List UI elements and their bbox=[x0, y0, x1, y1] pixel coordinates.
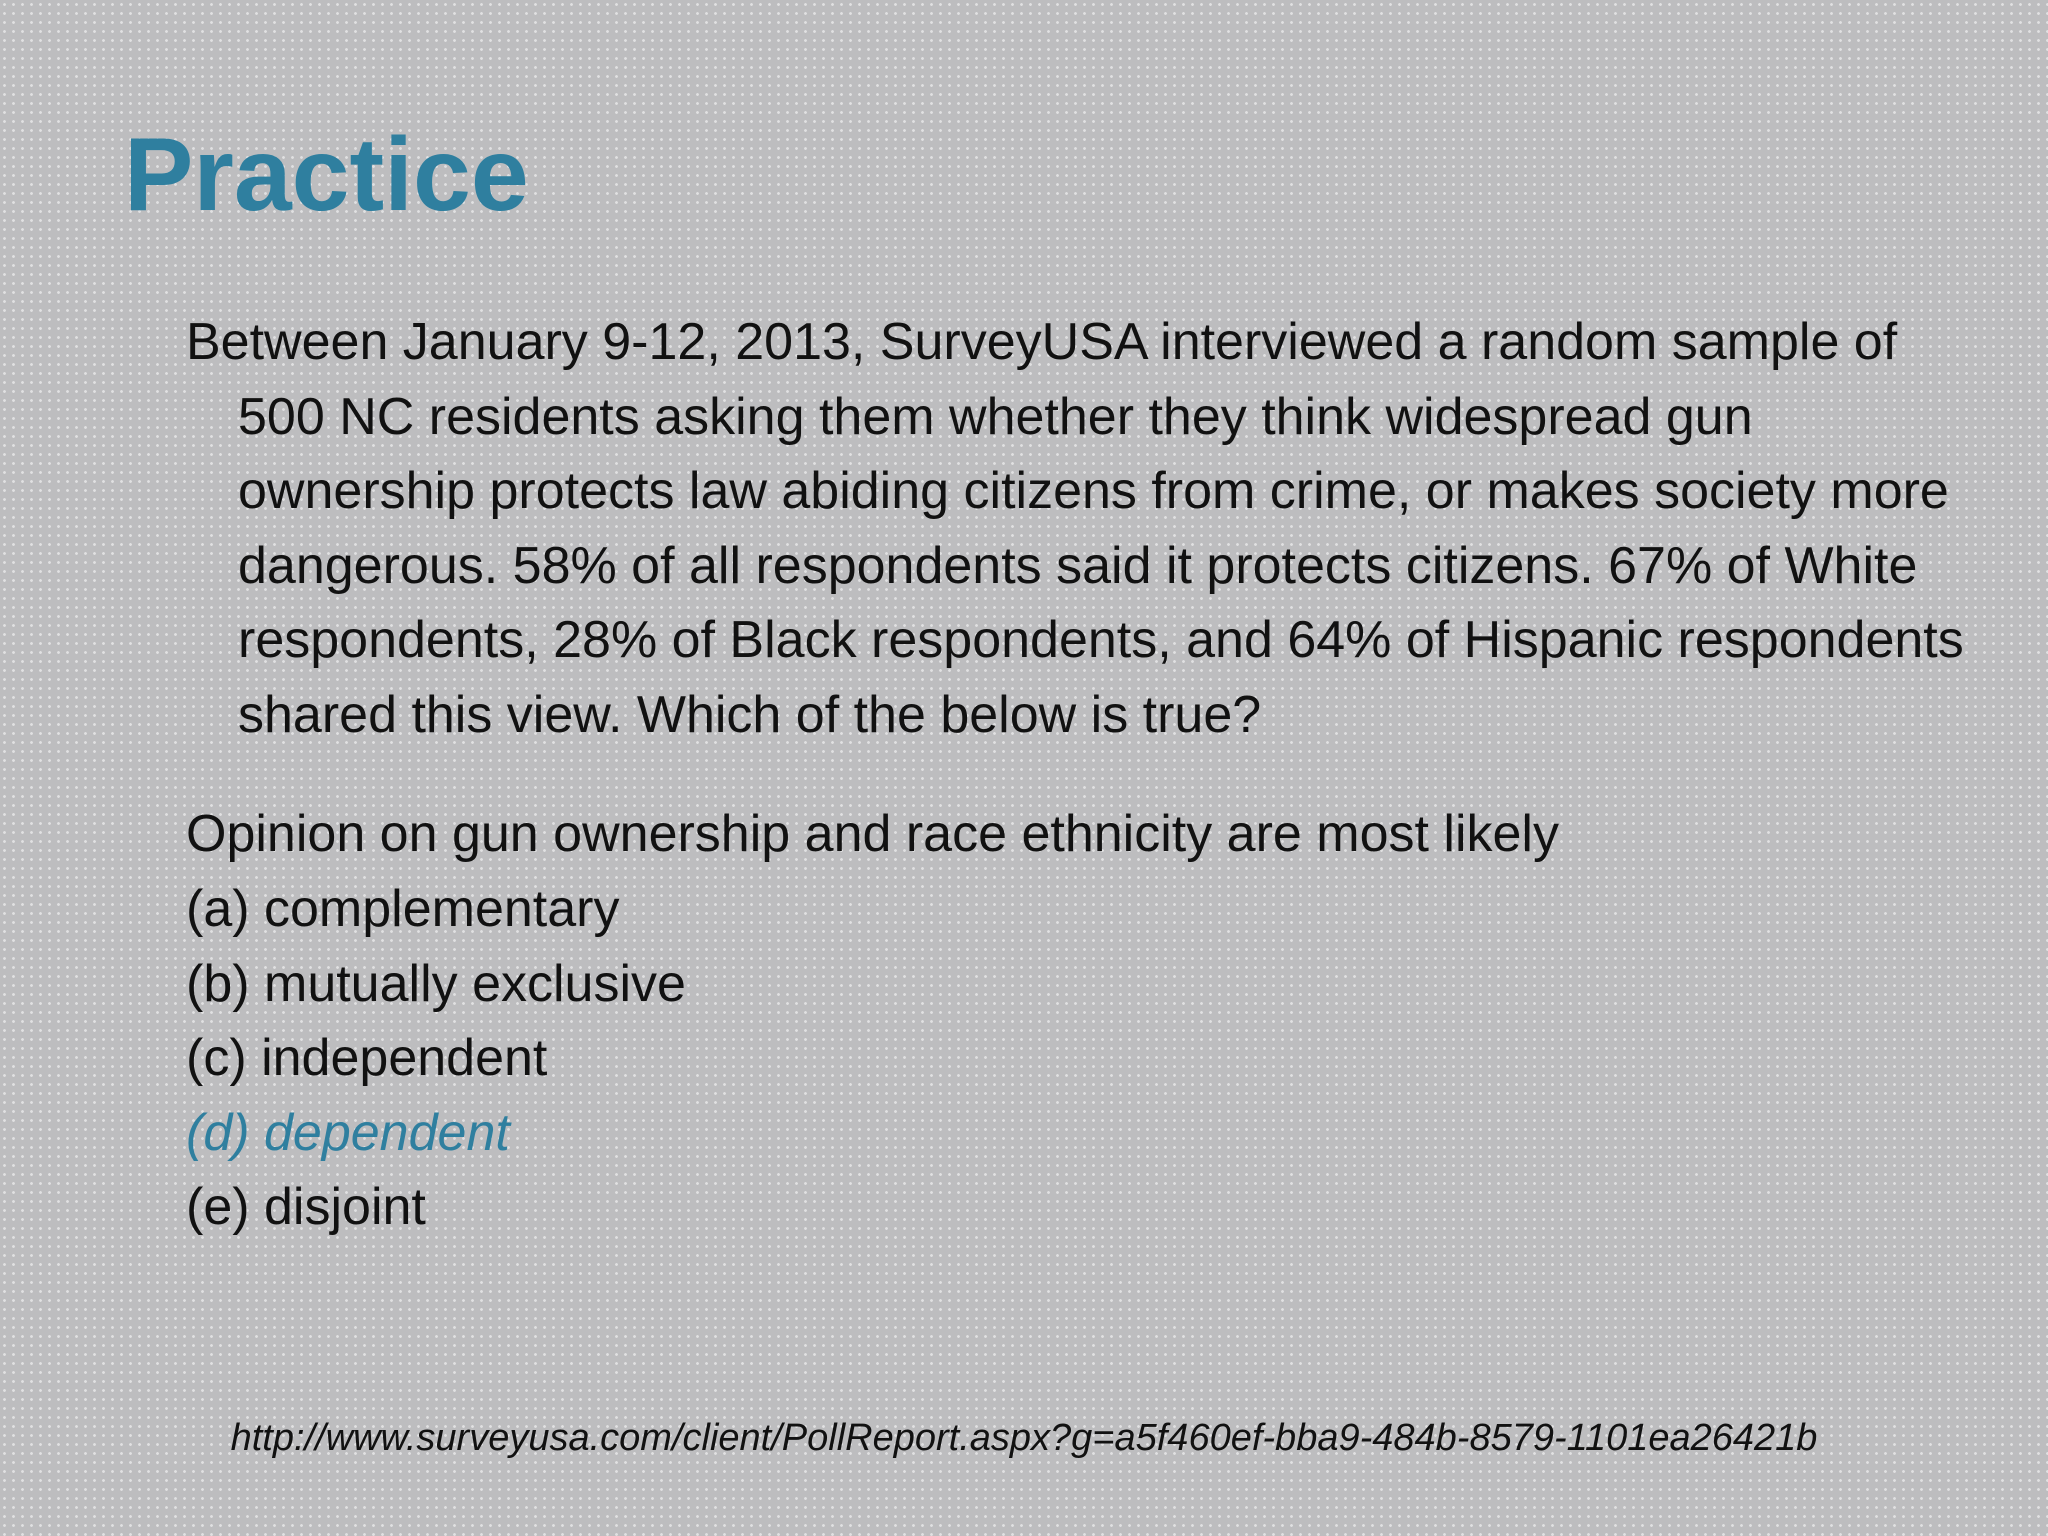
question-text: Between January 9-12, 2013, SurveyUSA interviewed a random sample of 500 NC residents asking them whether they think widespread gun ownership protects law abiding citizens from crime, or makes society more dangerous. 58% of all respondents said it protects citizens. 67% of White respondents, 28% of Black respondents, and 64% of Hispanic respondents shared this view. Which of the below is true? bbox=[186, 313, 1964, 744]
option-b: (b) mutually exclusive bbox=[186, 954, 686, 1013]
option-e: (e) disjoint bbox=[186, 1178, 426, 1236]
option-a: (a) complementary bbox=[186, 880, 620, 938]
question-prompt: Opinion on gun ownership and race ethnicity are most likely bbox=[186, 805, 1559, 863]
answer-options bbox=[186, 872, 686, 1245]
option-c: (c) independent bbox=[186, 1029, 548, 1087]
slide-title: Practice bbox=[124, 117, 529, 233]
source-url: http://www.surveyusa.com/client/PollReport.aspx?g=a5f460ef-bba9-484b-8579-1101ea26421b bbox=[230, 1417, 1818, 1459]
option-d-correct-answer: (d) dependent bbox=[186, 1103, 510, 1162]
